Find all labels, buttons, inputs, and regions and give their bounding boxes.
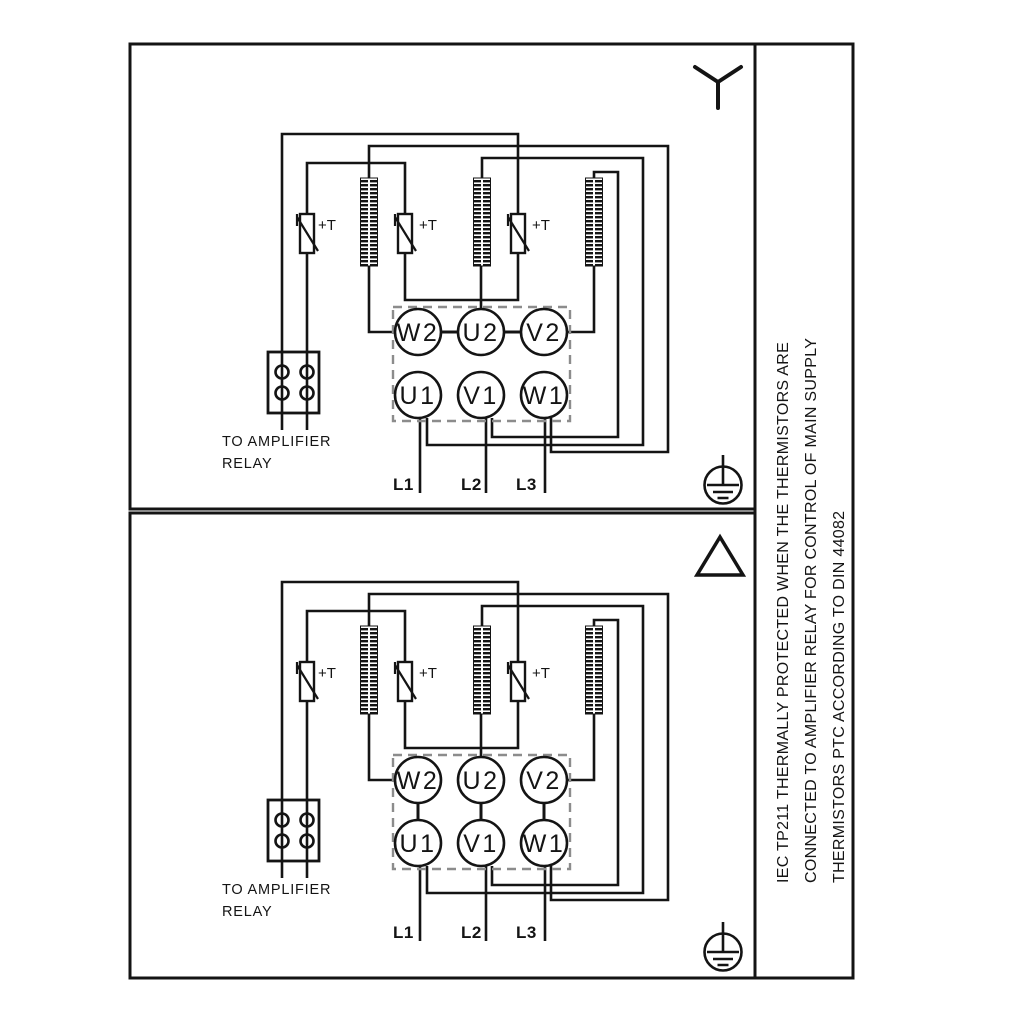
side-note-line3: THERMISTORS PTC ACCORDING TO DIN 44082	[831, 510, 848, 883]
supply-label-l3: L3	[516, 923, 537, 942]
terminal-label-u2: U2	[462, 319, 500, 347]
thermistor-label: +T	[318, 665, 336, 682]
relay-caption-line2: RELAY	[222, 904, 273, 920]
relay-caption-line2: RELAY	[222, 456, 273, 472]
terminal-label-u2: U2	[462, 767, 500, 795]
supply-label-l2: L2	[461, 475, 482, 494]
thermistor-label: +T	[318, 217, 336, 234]
star-connection-icon	[695, 67, 741, 108]
terminal-label-w2: W2	[396, 767, 440, 795]
supply-label-l3: L3	[516, 475, 537, 494]
thermistor-label: +T	[419, 217, 437, 234]
side-note-line1: IEC TP211 THERMALLY PROTECTED WHEN THE THERMISTORS ARE	[775, 341, 792, 883]
delta-panel	[222, 537, 743, 971]
supply-label-l1: L1	[393, 475, 414, 494]
thermistor-label: +T	[532, 217, 550, 234]
terminal-label-u1: U1	[399, 382, 437, 410]
supply-label-l1: L1	[393, 923, 414, 942]
terminal-label-v2: V2	[526, 319, 562, 347]
protective-earth-icon	[705, 922, 742, 971]
terminal-label-w2: W2	[396, 319, 440, 347]
delta-connection-icon	[697, 537, 743, 575]
thermistor-label: +T	[419, 665, 437, 682]
terminal-label-w1: W1	[522, 382, 566, 410]
thermistor-label: +T	[532, 665, 550, 682]
side-note-line2: CONNECTED TO AMPLIFIER RELAY FOR CONTROL OF MAIN SUPPLY	[803, 337, 820, 883]
relay-caption-line1: TO AMPLIFIER	[222, 434, 332, 450]
terminal-label-v1: V1	[463, 382, 499, 410]
terminal-label-w1: W1	[522, 830, 566, 858]
supply-label-l2: L2	[461, 923, 482, 942]
terminal-label-u1: U1	[399, 830, 437, 858]
delta-bridge-links	[418, 803, 544, 820]
protective-earth-icon	[705, 455, 742, 504]
terminal-label-v1: V1	[463, 830, 499, 858]
side-note	[775, 338, 848, 883]
relay-caption-line1: TO AMPLIFIER	[222, 882, 332, 898]
terminal-label-v2: V2	[526, 767, 562, 795]
